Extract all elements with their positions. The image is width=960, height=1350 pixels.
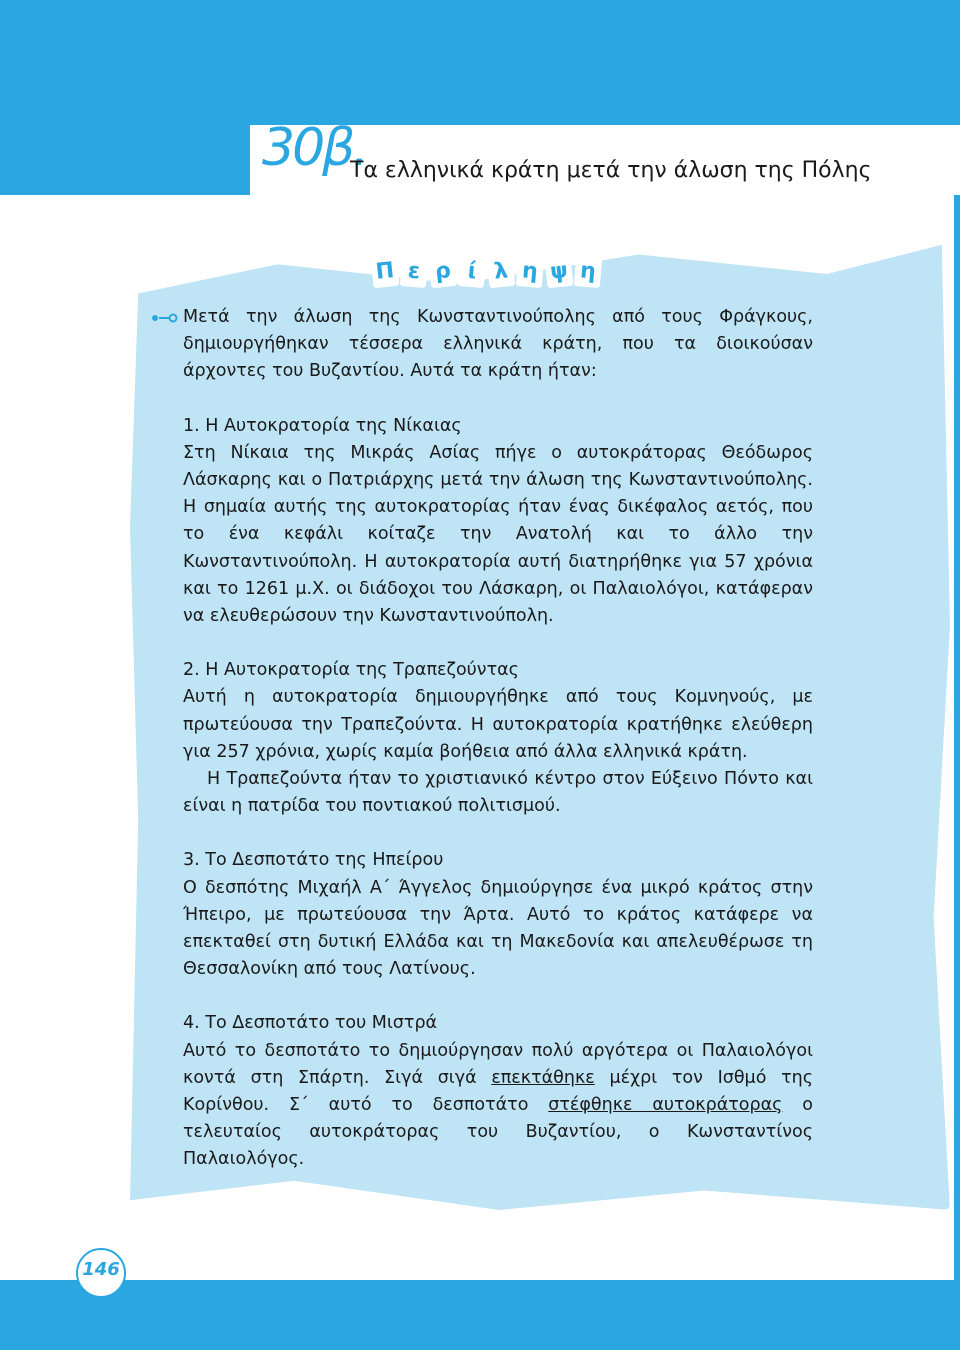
right-strip [954, 195, 960, 1285]
underlined-term: στέφθηκε αυτοκράτορας [548, 1095, 783, 1116]
section-title: 3. Το Δεσποτάτο της Ηπείρου [183, 850, 444, 871]
section-title: 4. Το Δεσποτάτο του Μιστρά [183, 1013, 438, 1034]
section-text: Η Τραπεζούντα ήταν το χριστιανικό κέντρο στον Εύξεινο Πόντο και είναι η πατρίδα του ποντιακού πολιτισμού. [183, 769, 813, 817]
text-part: μέχρι τον Ισθμό της Κορίνθου. Σ΄ αυτό το δεσποτάτο [183, 1067, 813, 1116]
heading-letter: η [574, 256, 603, 288]
heading-letter: ρ [429, 256, 458, 289]
page-title: Τα ελληνικά κράτη μετά την άλωση της Πόλης [350, 158, 872, 183]
summary-heading [372, 257, 601, 287]
text-part: Αυτό το δεσποτάτο το δημιούργησαν πολύ αργότερα οι Παλαιολόγοι κοντά στη Σπάρτη. Σιγά σιγά [183, 1040, 813, 1088]
section-text [183, 1038, 813, 1174]
text-part: ο τελευταίος αυτοκράτορας του Βυζαντίου, ο Κωνσταντίνος Παλαιολόγος. [183, 1095, 813, 1170]
intro-paragraph: Μετά την άλωση της Κωνσταντινούπολης από τους Φράγκους, δημιουργήθηκαν τέσσερα ελληνικά κράτη, που τα διοικούσαν άρχοντες του Βυζαντίου. Αυτά τα κράτη ήταν: [183, 307, 813, 382]
section-title: 2. Η Αυτοκρατορία της Τραπεζούντας [183, 660, 519, 681]
section-text: Στη Νίκαια της Μικράς Ασίας πήγε ο αυτοκράτορας Θεόδωρος Λάσκαρης και ο Πατριάρχης μετά την άλωση της Κωνσταντινούπολης. Η σημαία αυτής της αυτοκρατορίας ήταν ένας δικέφαλος αετός, που το ένα κεφάλι κοίταζε την Ανατολή και το άλλο την Κωνσταντινούπολη. Η αυτοκρατορία αυτή διατηρήθηκε για 57 χρόνια και το 1261 μ.Χ. οι διάδοχοι του Λάσκαρη, οι Παλαιολόγοι, κατάφεραν να ελευθερώσουν την Κωνσταντινούπολη. [183, 442, 813, 627]
heading-letter: λ [487, 256, 516, 289]
heading-letter: η [516, 256, 545, 288]
heading-letter: ί [458, 256, 487, 288]
lesson-number: 30β. [262, 118, 366, 178]
section-text: Αυτή η αυτοκρατορία δημιουργήθηκε από τους Κομνηνούς, με πρωτεύουσα την Τραπεζούντα. Η αυτοκρατορία κρατήθηκε ελεύθερη για 257 χρόνια, χωρίς καμία βοήθεια από άλλα ελληνικά κράτη. [183, 687, 813, 762]
heading-letter: Π [371, 256, 400, 289]
summary-content [183, 304, 813, 1174]
arrow-bullet-icon [150, 311, 178, 325]
footer-band [0, 1280, 960, 1350]
section-title: 1. Η Αυτοκρατορία της Νίκαιας [183, 415, 462, 436]
section-text: Ο δεσπότης Μιχαήλ Α΄ Άγγελος δημιούργησε ένα μικρό κράτος στην Ήπειρο, με πρωτεύουσα την Άρτα. Αυτό το κράτος κατάφερε να επεκταθεί στη δυτική Ελλάδα και τη Μακεδονία και απελευθέρωσε τη Θεσσαλονίκη από τους Λατίνους. [183, 877, 813, 980]
page-number: 146 [82, 1259, 120, 1280]
heading-letter: ψ [545, 256, 574, 289]
heading-letter: ε [400, 256, 429, 288]
underlined-term: επεκτάθηκε [491, 1067, 595, 1088]
